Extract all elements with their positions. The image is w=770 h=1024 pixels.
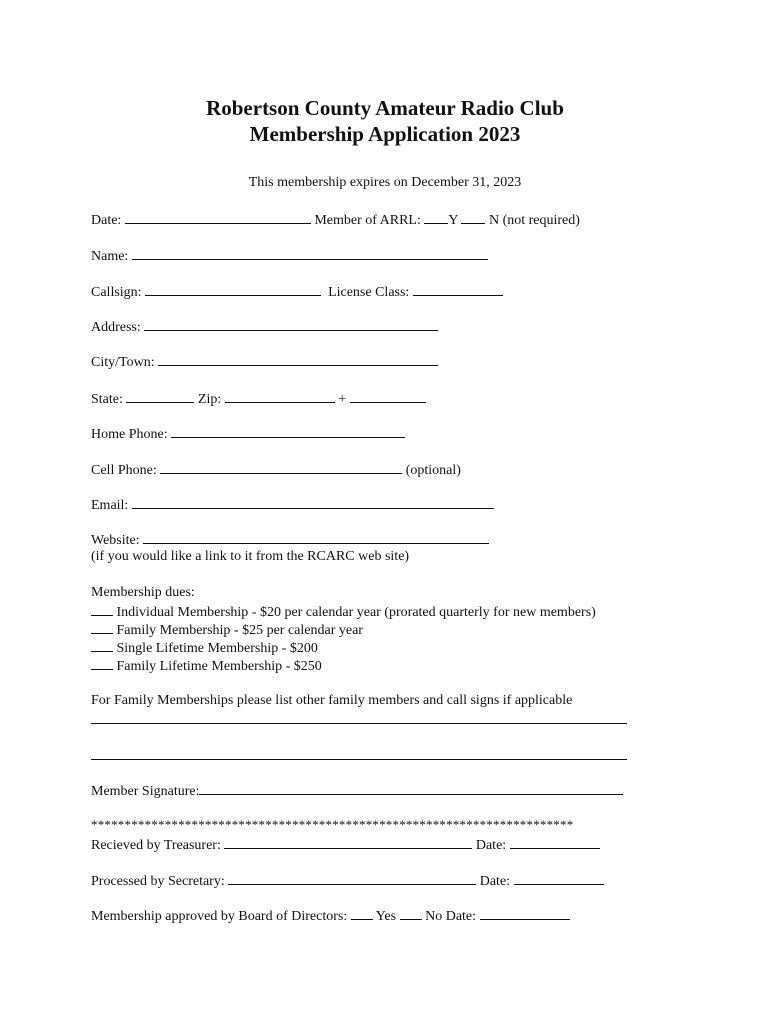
date-label: Date:	[91, 213, 122, 228]
dues-option-label: Family Membership - $25 per calendar year	[116, 623, 363, 638]
arrl-label: Member of ARRL:	[314, 213, 421, 228]
family-members-line-1[interactable]	[91, 723, 627, 724]
zip-label: Zip:	[197, 392, 222, 407]
dues-option-individual	[91, 602, 596, 622]
callsign-label: Callsign:	[91, 285, 142, 300]
arrl-no-field[interactable]	[461, 210, 485, 224]
treasurer-row	[91, 835, 600, 855]
callsign-field[interactable]	[145, 282, 321, 296]
dues-option-label: Family Lifetime Membership - $250	[116, 659, 322, 674]
secretary-field[interactable]	[228, 871, 476, 885]
board-approval-row	[91, 906, 570, 926]
dues-option-single-lifetime	[91, 638, 318, 658]
name-row	[91, 246, 488, 266]
date-field[interactable]	[125, 210, 311, 224]
treasurer-field[interactable]	[224, 835, 472, 849]
expiry-note: This membership expires on December 31, 2023	[248, 175, 522, 190]
cell-phone-row	[91, 460, 461, 480]
website-label: Website:	[91, 533, 140, 548]
address-field[interactable]	[144, 317, 438, 331]
website-row	[91, 530, 489, 550]
home-phone-field[interactable]	[171, 424, 405, 438]
board-yes-field[interactable]	[351, 906, 373, 920]
website-field[interactable]	[143, 530, 489, 544]
dues-option-family	[91, 620, 363, 640]
secretary-date-field[interactable]	[514, 871, 604, 885]
board-date-field[interactable]	[480, 906, 570, 920]
secretary-row	[91, 871, 604, 891]
state-zip-row	[91, 389, 426, 409]
license-class-label: License Class:	[328, 285, 410, 300]
date-arrl-row	[91, 210, 580, 230]
email-field[interactable]	[132, 495, 494, 509]
name-field[interactable]	[132, 246, 488, 260]
city-label: City/Town:	[91, 355, 155, 370]
treasurer-date-label: Date:	[475, 838, 507, 853]
separator-stars: ************************************************************************	[91, 817, 574, 832]
dues-family-lifetime-checkbox[interactable]	[91, 656, 113, 670]
cell-optional-note: (optional)	[405, 463, 461, 478]
board-yes-label: Yes	[375, 909, 397, 924]
arrl-yes-label: Y	[448, 213, 458, 228]
city-row	[91, 352, 438, 372]
board-date-label: Date:	[445, 909, 477, 924]
board-label: Membership approved by Board of Directors:	[91, 909, 348, 924]
cell-phone-label: Cell Phone:	[91, 463, 157, 478]
zip-extension-field[interactable]	[350, 389, 426, 403]
signature-field[interactable]	[199, 781, 623, 795]
website-note: (if you would like a link to it from the RCARC web site)	[91, 549, 410, 564]
dues-option-family-lifetime	[91, 656, 322, 676]
arrl-no-label: N (not required)	[488, 213, 580, 228]
address-row	[91, 317, 438, 337]
dues-option-label: Single Lifetime Membership - $200	[116, 641, 318, 656]
zip-plus: +	[338, 392, 347, 407]
city-field[interactable]	[158, 352, 438, 366]
cell-phone-field[interactable]	[160, 460, 402, 474]
dues-option-label: Individual Membership - $20 per calendar year (prorated quarterly for new members)	[116, 605, 596, 620]
signature-label: Member Signature:	[91, 784, 200, 799]
license-class-field[interactable]	[413, 282, 503, 296]
name-label: Name:	[91, 249, 129, 264]
state-label: State:	[91, 392, 123, 407]
family-members-line-2[interactable]	[91, 759, 627, 760]
email-row	[91, 495, 494, 515]
dues-individual-checkbox[interactable]	[91, 602, 113, 616]
secretary-label: Processed by Secretary:	[91, 874, 225, 889]
board-no-label: No	[425, 909, 443, 924]
callsign-row	[91, 282, 503, 302]
home-phone-row	[91, 424, 405, 444]
family-instruction: For Family Memberships please list other family members and call signs if applicable	[91, 693, 573, 708]
treasurer-date-field[interactable]	[510, 835, 600, 849]
state-field[interactable]	[126, 389, 194, 403]
treasurer-label: Recieved by Treasurer:	[91, 838, 221, 853]
dues-heading: Membership dues:	[91, 585, 195, 600]
board-no-field[interactable]	[400, 906, 422, 920]
secretary-date-label: Date:	[479, 874, 511, 889]
address-label: Address:	[91, 320, 141, 335]
dues-single-lifetime-checkbox[interactable]	[91, 638, 113, 652]
signature-row	[91, 781, 623, 801]
email-label: Email:	[91, 498, 129, 513]
dues-family-checkbox[interactable]	[91, 620, 113, 634]
form-title: Robertson County Amateur Radio Club	[206, 96, 564, 120]
form-subtitle: Membership Application 2023	[249, 122, 521, 146]
arrl-yes-field[interactable]	[424, 210, 448, 224]
zip-field[interactable]	[225, 389, 335, 403]
home-phone-label: Home Phone:	[91, 427, 168, 442]
